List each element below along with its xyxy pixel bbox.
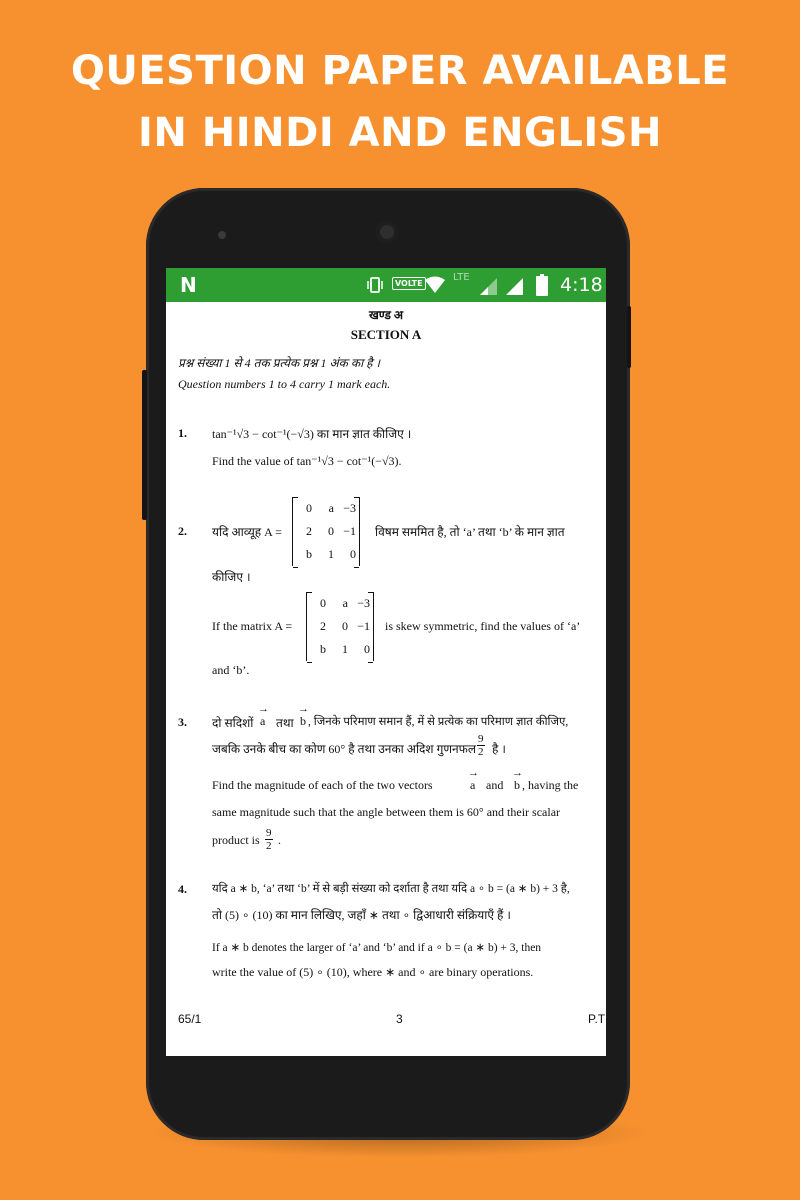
fraction-numerator: 9 — [478, 733, 484, 745]
question-4-hindi-line-2: तो (5) ∘ (10) का मान लिखिए, जहाँ ∗ तथा ∘ द्विआधारी संक्रियाएँ हैं । — [212, 908, 511, 922]
matrix-cell: −3 — [357, 596, 370, 610]
headline-line-1: QUESTION PAPER AVAILABLE — [70, 48, 730, 94]
vector-a: a — [470, 778, 476, 792]
matrix-cell: 0 — [350, 547, 356, 561]
matrix-cell: 0 — [320, 596, 326, 610]
question-2-english-prefix: If the matrix A = — [212, 619, 293, 633]
please-turn-over: P.T — [588, 1012, 606, 1026]
question-1-english: Find the value of tan⁻¹√3 − cot⁻¹(−√3). — [212, 454, 402, 468]
matrix-cell: −1 — [343, 524, 356, 538]
question-number: 4. — [178, 882, 187, 896]
question-4-hindi-line-1: यदि a ∗ b, ‘a’ तथा ‘b’ में से बड़ी संख्या को दर्शाता है तथा यदि a ∘ b = (a ∗ b) + 3 है, — [212, 883, 570, 895]
matrix-cell: b — [306, 547, 312, 561]
question-paper-page[interactable] — [166, 302, 606, 1056]
promo-headline — [0, 40, 800, 164]
matrix-cell: 0 — [342, 619, 348, 633]
signal-icon-2 — [504, 276, 524, 296]
question-3-english-line-3: product is — [212, 833, 260, 847]
matrix-cell: 0 — [364, 642, 370, 656]
lte-icon: LTE — [453, 272, 470, 283]
matrix-a-hindi — [292, 497, 360, 566]
headline-line-2: IN HINDI AND ENGLISH — [138, 110, 662, 156]
vector-b: b — [300, 714, 306, 728]
vector-arrow: → — [298, 703, 309, 715]
vector-arrow: → — [512, 767, 523, 779]
instruction-hindi: प्रश्न संख्या 1 से 4 तक प्रत्येक प्रश्न 1 अंक का है । — [178, 356, 381, 370]
question-2-hindi-suffix: विषम सममित है, तो ‘a’ तथा ‘b’ के मान ज्ञात — [375, 525, 565, 539]
fraction-denominator: 2 — [478, 746, 484, 758]
fraction-nine-halves — [265, 827, 273, 852]
wifi-icon — [424, 276, 446, 294]
question-3-hindi-line-2: जबकि उनके बीच का कोण 60° है तथा उनका अदिश गुणनफल — [212, 742, 477, 756]
section-heading-hindi: खण्ड अ — [368, 308, 404, 322]
matrix-cell: a — [342, 596, 348, 610]
volte-icon: VOLTE — [392, 277, 426, 290]
question-3-english-line-2: same magnitude such that the angle between them is 60° and their scalar — [212, 805, 561, 819]
matrix-cell: 2 — [320, 619, 326, 633]
page-number: 3 — [396, 1012, 403, 1026]
question-number: 3. — [178, 715, 187, 729]
question-2-hindi-cont: कीजिए । — [212, 570, 251, 584]
phone-sensor — [218, 231, 226, 239]
matrix-cell: 2 — [306, 524, 312, 538]
matrix-cell: b — [320, 642, 326, 656]
notification-icon: N — [180, 273, 197, 297]
vector-a: a — [260, 714, 266, 728]
question-4-english-line-1: If a ∗ b denotes the larger of ‘a’ and ‘b’ and if a ∘ b = (a ∗ b) + 3, then — [212, 942, 542, 954]
phone-screen[interactable] — [166, 268, 606, 1056]
front-camera — [376, 221, 398, 243]
question-2-hindi-prefix: यदि आव्यूह A = — [212, 525, 282, 539]
matrix-cell: 0 — [306, 501, 312, 515]
question-3-hindi-b: तथा — [276, 716, 294, 730]
vibrate-icon — [366, 276, 384, 294]
battery-icon — [536, 274, 548, 296]
section-heading: SECTION A — [350, 327, 422, 342]
fraction-numerator: 9 — [266, 827, 272, 839]
question-2-english-cont: and ‘b’. — [212, 663, 250, 677]
fraction-denominator: 2 — [266, 840, 272, 852]
vector-b: b — [514, 778, 520, 792]
question-2-english-suffix: is skew symmetric, find the values of ‘a’ — [385, 619, 581, 633]
question-4-english-line-2: write the value of (5) ∘ (10), where ∗ and ∘ are binary operations. — [212, 965, 534, 979]
instruction-english: Question numbers 1 to 4 carry 1 mark each. — [178, 377, 391, 391]
matrix-cell: −3 — [343, 501, 356, 515]
signal-icon-1 — [478, 276, 498, 296]
paper-code: 65/1 — [178, 1012, 202, 1026]
question-3-hindi-c: , जिनके परिमाण समान हैं, में से प्रत्येक का परिमाण ज्ञात कीजिए, — [308, 716, 569, 728]
status-bar — [166, 268, 606, 302]
fraction-nine-halves — [477, 733, 485, 758]
period: . — [278, 833, 281, 847]
question-number: 1. — [178, 426, 187, 440]
question-3-hindi-a: दो सदिशों — [212, 716, 254, 730]
question-1-hindi: tan⁻¹√3 − cot⁻¹(−√3) का मान ज्ञात कीजिए । — [212, 427, 412, 441]
question-3-hindi-end: है । — [492, 742, 506, 756]
matrix-cell: 1 — [328, 547, 334, 561]
vector-arrow: → — [258, 703, 269, 715]
question-3-english-and: and — [486, 778, 504, 792]
volume-button — [142, 370, 147, 520]
matrix-cell: 0 — [328, 524, 334, 538]
matrix-a-english — [306, 592, 374, 661]
clock: 4:18 — [560, 274, 603, 296]
question-3-english-end: , having the — [522, 778, 579, 792]
matrix-cell: −1 — [357, 619, 370, 633]
question-number: 2. — [178, 524, 187, 538]
vector-arrow: → — [468, 767, 479, 779]
matrix-cell: 1 — [342, 642, 348, 656]
question-3-english-line-1: Find the magnitude of each of the two vectors — [212, 778, 433, 792]
matrix-cell: a — [328, 501, 334, 515]
power-button — [627, 306, 631, 368]
